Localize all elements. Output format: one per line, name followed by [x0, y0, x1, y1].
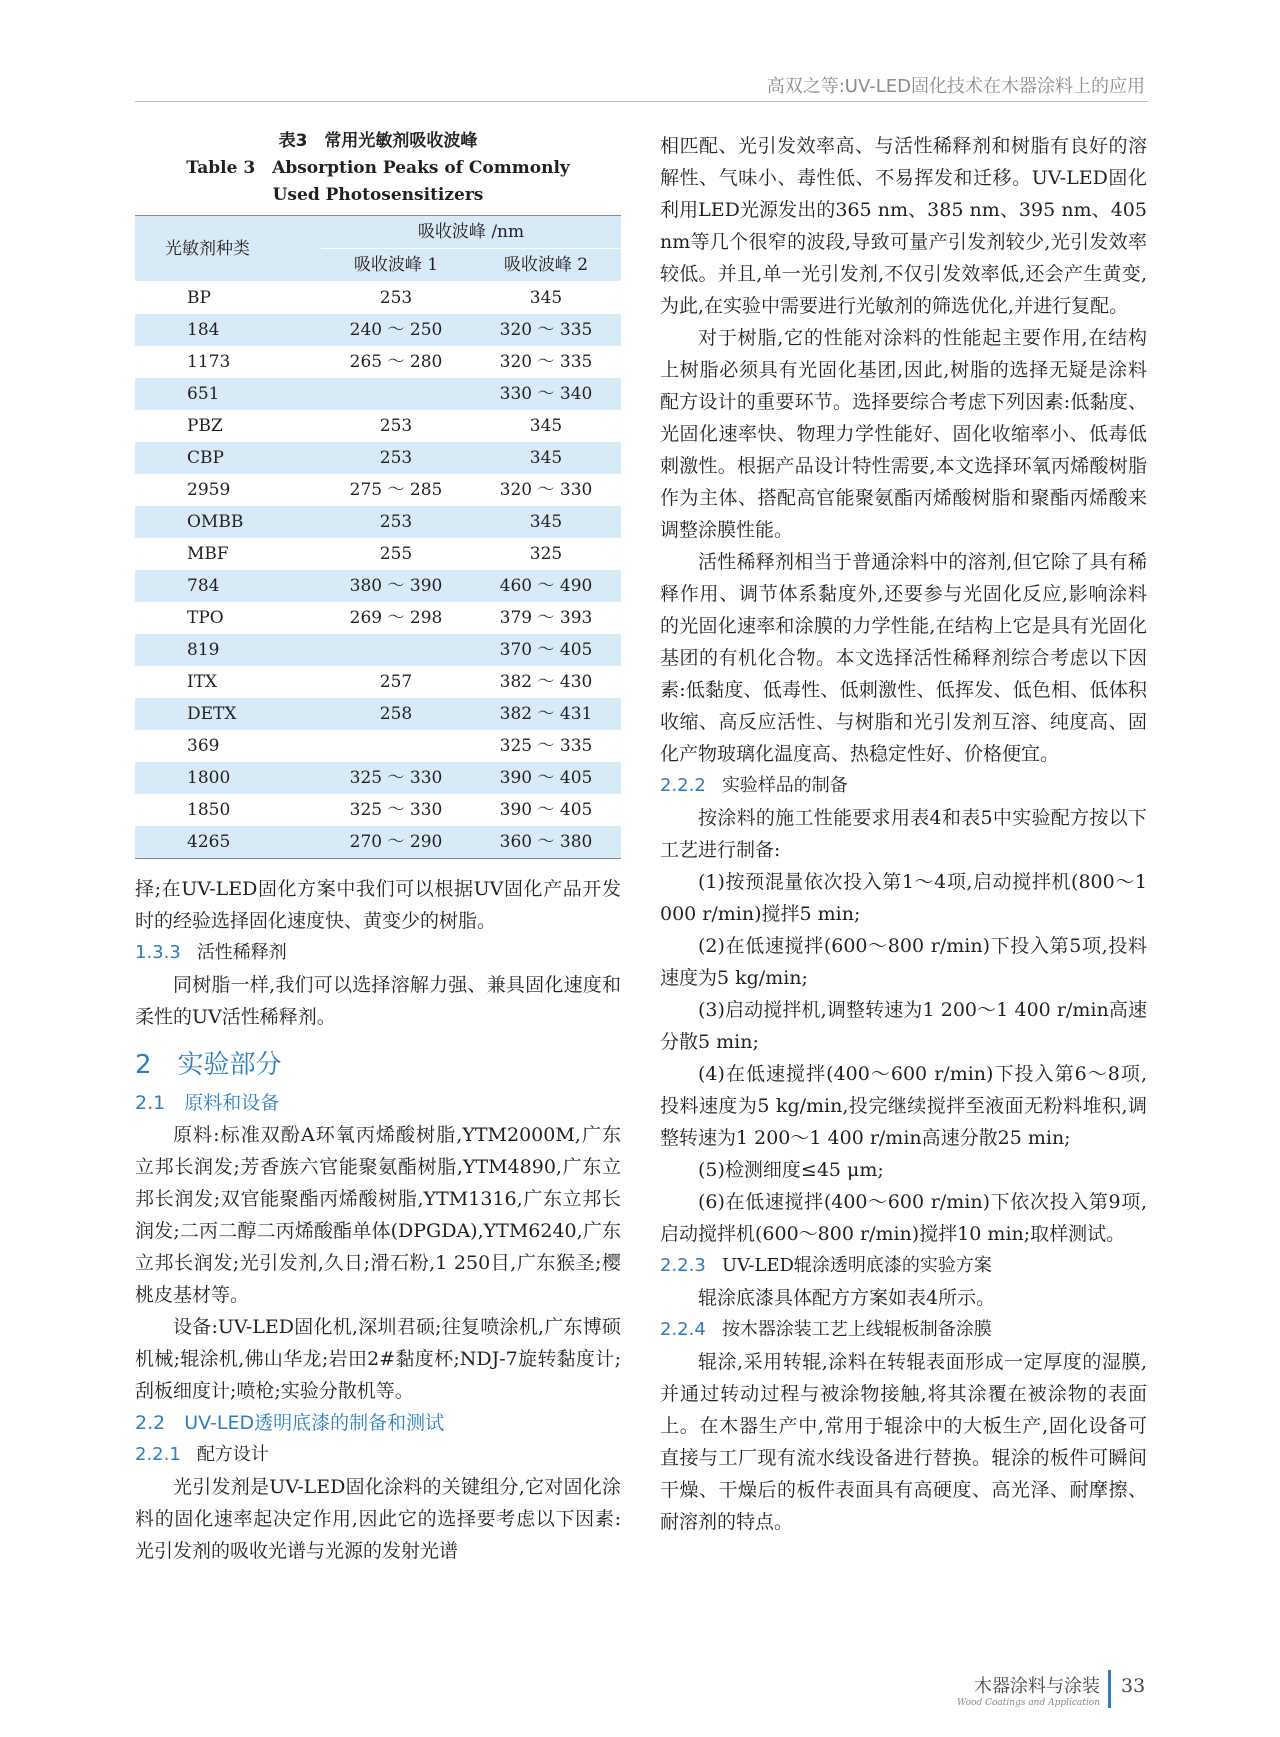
- paragraph: 对于树脂,它的性能对涂料的性能起主要作用,在结构上树脂必须具有光固化基团,因此,树脂的选择无疑是涂料配方设计的重要环节。选择要综合考虑下列因素:低黏度、光固化速率快、物理力学性能好、固化收缩率小、低毒低刺激性。根据产品设计特性需要,本文选择环氧丙烯酸树脂作为主体、搭配高官能聚氨酯丙烯酸树脂和聚酯丙烯酸来调整涂膜性能。: [660, 327, 1147, 541]
- paragraph: 设备:UV-LED固化机,深圳君硕;往复喷涂机,广东博硕机械;辊涂机,佛山华龙;岩田2#黏度杯;NDJ-7旋转黏度计;刮板细度计;喷枪;实验分散机等。: [135, 1316, 621, 1402]
- table-caption-en: Table 3 Absorption Peaks of Commonly Used Photosensitizers: [186, 158, 570, 205]
- paragraph: 择;在UV-LED固化方案中我们可以根据UV固化产品开发时的经验选择固化速度快、黄变少的树脂。: [135, 878, 621, 932]
- photosensitizer-name-cell: 4265: [187, 832, 231, 852]
- table-row: [135, 762, 621, 794]
- col-group-header: 吸收波峰 /nm: [321, 216, 621, 249]
- paragraph: 同树脂一样,我们可以选择溶解力强、兼具固化速度和柔性的UV活性稀释剂。: [135, 974, 621, 1028]
- section-title: 活性稀释剂: [196, 942, 287, 963]
- journal-name-zh: 木器涂料与涂装: [974, 1676, 1100, 1697]
- photosensitizer-name-cell: 651: [187, 384, 220, 404]
- step-item: (3)启动搅拌机,调整转速为1 200～1 400 r/min高速分散5 min;: [660, 999, 1147, 1053]
- page-number: 33: [1121, 1675, 1146, 1697]
- journal-footer: [957, 1672, 1100, 1708]
- peak-cell: 325: [529, 544, 563, 564]
- table-row: [135, 346, 621, 378]
- paragraph: 辊涂,采用转辊,涂料在转辊表面形成一定厚度的湿膜,并通过转动过程与被涂物接触,将其涂覆在被涂物的表面上。在木器生产中,常用于辊涂中的大板生产,固化设备可直接与工厂现有流水线设备进行替换。辊涂的板件可瞬间干燥、干燥后的板件表面具有高硬度、高光泽、耐摩擦、耐溶剂的特点。: [660, 1351, 1147, 1533]
- peak-cell: 380 ～ 390: [349, 576, 443, 596]
- photosensitizer-name-cell: 2959: [187, 480, 231, 500]
- table-row: [135, 378, 621, 410]
- table-row: [135, 538, 621, 570]
- photosensitizer-name-cell: BP: [187, 288, 211, 308]
- peak-cell: 360 ～ 380: [499, 832, 593, 852]
- section-2-2-3: [660, 1250, 1147, 1282]
- step-item: (1)按预混量依次投入第1～4项,启动搅拌机(800～1 000 r/min)搅拌5 min;: [660, 871, 1147, 925]
- peak-cell: 269 ～ 298: [349, 608, 443, 628]
- peak-cell: 255: [379, 544, 413, 564]
- step-item: (5)检测细度≤45 μm;: [698, 1159, 884, 1181]
- col1-header: 吸收波峰 1: [321, 249, 471, 282]
- table-row: [135, 410, 621, 442]
- step-item: (6)在低速搅拌(400～600 r/min)下依次投入第9项,启动搅拌机(600～800 r/min)搅拌10 min;取样测试。: [660, 1191, 1147, 1245]
- table-row: [135, 666, 621, 698]
- peak-cell: 325 ～ 335: [499, 736, 593, 756]
- table-row: [135, 442, 621, 474]
- peak-cell: 275 ～ 285: [349, 480, 443, 500]
- section-number: 2.2.2: [660, 775, 706, 796]
- table-row: [135, 698, 621, 730]
- photosensitizer-name-cell: DETX: [187, 704, 237, 724]
- peak-cell: 345: [529, 416, 563, 436]
- section-number: 2.2.1: [135, 1444, 181, 1465]
- photosensitizer-name-cell: 1850: [187, 800, 231, 820]
- step-item: (4)在低速搅拌(400～600 r/min)下投入第6～8项,投料速度为5 kg/min,投完继续搅拌至液面无粉料堆积,调整转速为1 200～1 400 r/min高速分散25 min;: [660, 1063, 1147, 1149]
- paragraph: 活性稀释剂相当于普通涂料中的溶剂,但它除了具有稀释作用、调节体系黏度外,还要参与光固化反应,影响涂料的光固化速率和涂膜的力学性能,在结构上它是具有光固化基团的有机化合物。本文选择活性稀释剂综合考虑以下因素:低黏度、低毒性、低刺激性、低挥发、低色相、低体积收缩、高反应活性、与树脂和光引发剂互溶、纯度高、固化产物玻璃化温度高、热稳定性好、价格便宜。: [660, 551, 1147, 765]
- col-name-header: 光敏剂种类: [135, 216, 321, 282]
- peak-cell: 390 ～ 405: [499, 768, 593, 788]
- col2-header: 吸收波峰 2: [471, 249, 621, 282]
- peak-cell: 240 ～ 250: [349, 320, 443, 340]
- photosensitizer-name-cell: 819: [187, 640, 220, 660]
- peak-cell: 320 ～ 330: [499, 480, 593, 500]
- section-2-2-2: [660, 770, 1147, 802]
- section-number: 2.2.3: [660, 1255, 706, 1276]
- paragraph: 辊涂底漆具体配方方案如表4所示。: [698, 1287, 996, 1309]
- peak-cell: 345: [529, 512, 563, 532]
- section-2-heading: 2 实验部分: [135, 1050, 282, 1080]
- table-row: [135, 826, 621, 859]
- paragraph: 原料:标准双酚A环氧丙烯酸树脂,YTM2000M,广东立邦长润发;芳香族六官能聚氨酯树脂,YTM4890,广东立邦长润发;双官能聚酯丙烯酸树脂,YTM1316,广东立邦长润发;二丙二醇二丙烯酸酯单体(DPGDA),YTM6240,广东立邦长润发;光引发剂,久日;滑石粉,1 250目,广东猴圣;樱桃皮基材等。: [135, 1124, 621, 1306]
- paragraph: 相匹配、光引发效率高、与活性稀释剂和树脂有良好的溶解性、气味小、毒性低、不易挥发和迁移。UV-LED固化利用LED光源发出的365 nm、385 nm、395 nm、405 nm等几个很窄的波段,导致可量产引发剂较少,光引发效率较低。并且,单一光引发剂,不仅引发效率低,还会产生黄变,为此,在实验中需要进行光敏剂的筛选优化,并进行复配。: [660, 135, 1147, 317]
- table-row: [135, 602, 621, 634]
- table-row: [135, 730, 621, 762]
- section-2-2-1: [135, 1439, 621, 1471]
- section-title: UV-LED辊涂透明底漆的实验方案: [721, 1255, 992, 1276]
- peak-cell: 325 ～ 330: [349, 768, 443, 788]
- peak-cell: 270 ～ 290: [349, 832, 443, 852]
- peak-cell: 382 ～ 431: [499, 704, 593, 724]
- section-2-2-heading: 2.2 UV-LED透明底漆的制备和测试: [135, 1412, 445, 1434]
- table-row: [135, 794, 621, 826]
- running-header: 高双之等:UV-LED固化技术在木器涂料上的应用: [766, 76, 1145, 97]
- photosensitizer-name-cell: 1800: [187, 768, 231, 788]
- photosensitizer-name-cell: TPO: [187, 608, 224, 628]
- table-row: [135, 314, 621, 346]
- section-title: 配方设计: [196, 1444, 269, 1465]
- peak-cell: 379 ～ 393: [499, 608, 593, 628]
- photosensitizer-name-cell: 369: [187, 736, 220, 756]
- section-number: 2.2.4: [660, 1319, 706, 1340]
- table-row: [135, 634, 621, 666]
- photosensitizer-name-cell: ITX: [187, 672, 218, 692]
- section-1-3-3: [135, 937, 621, 969]
- right-column: [660, 130, 1147, 1538]
- peak-cell: 330 ～ 340: [499, 384, 593, 404]
- peak-cell: 325 ～ 330: [349, 800, 443, 820]
- photosensitizer-table: [135, 215, 621, 859]
- section-2-2-4: [660, 1314, 1147, 1346]
- table-caption-zh: 表3 常用光敏剂吸收波峰: [278, 131, 478, 151]
- photosensitizer-name-cell: CBP: [187, 448, 224, 468]
- photosensitizer-name-cell: 184: [187, 320, 220, 340]
- photosensitizer-name-cell: 1173: [187, 352, 231, 372]
- table-row: [135, 474, 621, 506]
- section-title: 实验样品的制备: [721, 775, 848, 796]
- section-2-1-heading: 2.1 原料和设备: [135, 1092, 280, 1114]
- table-body: [135, 282, 621, 859]
- table-row: [135, 570, 621, 602]
- peak-cell: 320 ～ 335: [499, 352, 593, 372]
- table-row: [135, 506, 621, 538]
- header-rule: [135, 101, 1148, 102]
- table-row: [135, 282, 621, 315]
- peak-cell: [321, 378, 471, 410]
- peak-cell: 390 ～ 405: [499, 800, 593, 820]
- journal-name-en: Wood Coatings and Application: [957, 1698, 1100, 1708]
- peak-cell: [321, 634, 471, 666]
- photosensitizer-name-cell: OMBB: [187, 512, 244, 532]
- peak-cell: 253: [379, 448, 413, 468]
- photosensitizer-name-cell: MBF: [187, 544, 229, 564]
- paragraph: 光引发剂是UV-LED固化涂料的关键组分,它对固化涂料的固化速率起决定作用,因此它的选择要考虑以下因素:光引发剂的吸收光谱与光源的发射光谱: [135, 1476, 621, 1562]
- peak-cell: [321, 730, 471, 762]
- peak-cell: 382 ～ 430: [499, 672, 593, 692]
- peak-cell: 265 ～ 280: [349, 352, 443, 372]
- photosensitizer-name-cell: 784: [187, 576, 220, 596]
- step-item: (2)在低速搅拌(600～800 r/min)下投入第5项,投料速度为5 kg/min;: [660, 935, 1147, 989]
- photosensitizer-name-cell: PBZ: [187, 416, 223, 436]
- peak-cell: 460 ～ 490: [499, 576, 593, 596]
- section-title: 按木器涂装工艺上线辊板制备涂膜: [721, 1319, 992, 1340]
- peak-cell: 370 ～ 405: [499, 640, 593, 660]
- peak-cell: 258: [379, 704, 413, 724]
- peak-cell: 253: [379, 288, 413, 308]
- table-caption: [135, 128, 621, 209]
- peak-cell: 345: [529, 448, 563, 468]
- peak-cell: 253: [379, 512, 413, 532]
- peak-cell: 320 ～ 335: [499, 320, 593, 340]
- paragraph: 按涂料的施工性能要求用表4和表5中实验配方按以下工艺进行制备:: [660, 807, 1147, 861]
- peak-cell: 345: [529, 288, 563, 308]
- peak-cell: 253: [379, 416, 413, 436]
- left-column: [135, 128, 621, 1567]
- section-number: 1.3.3: [135, 942, 181, 963]
- footer-divider: [1108, 1670, 1111, 1708]
- peak-cell: 257: [379, 672, 413, 692]
